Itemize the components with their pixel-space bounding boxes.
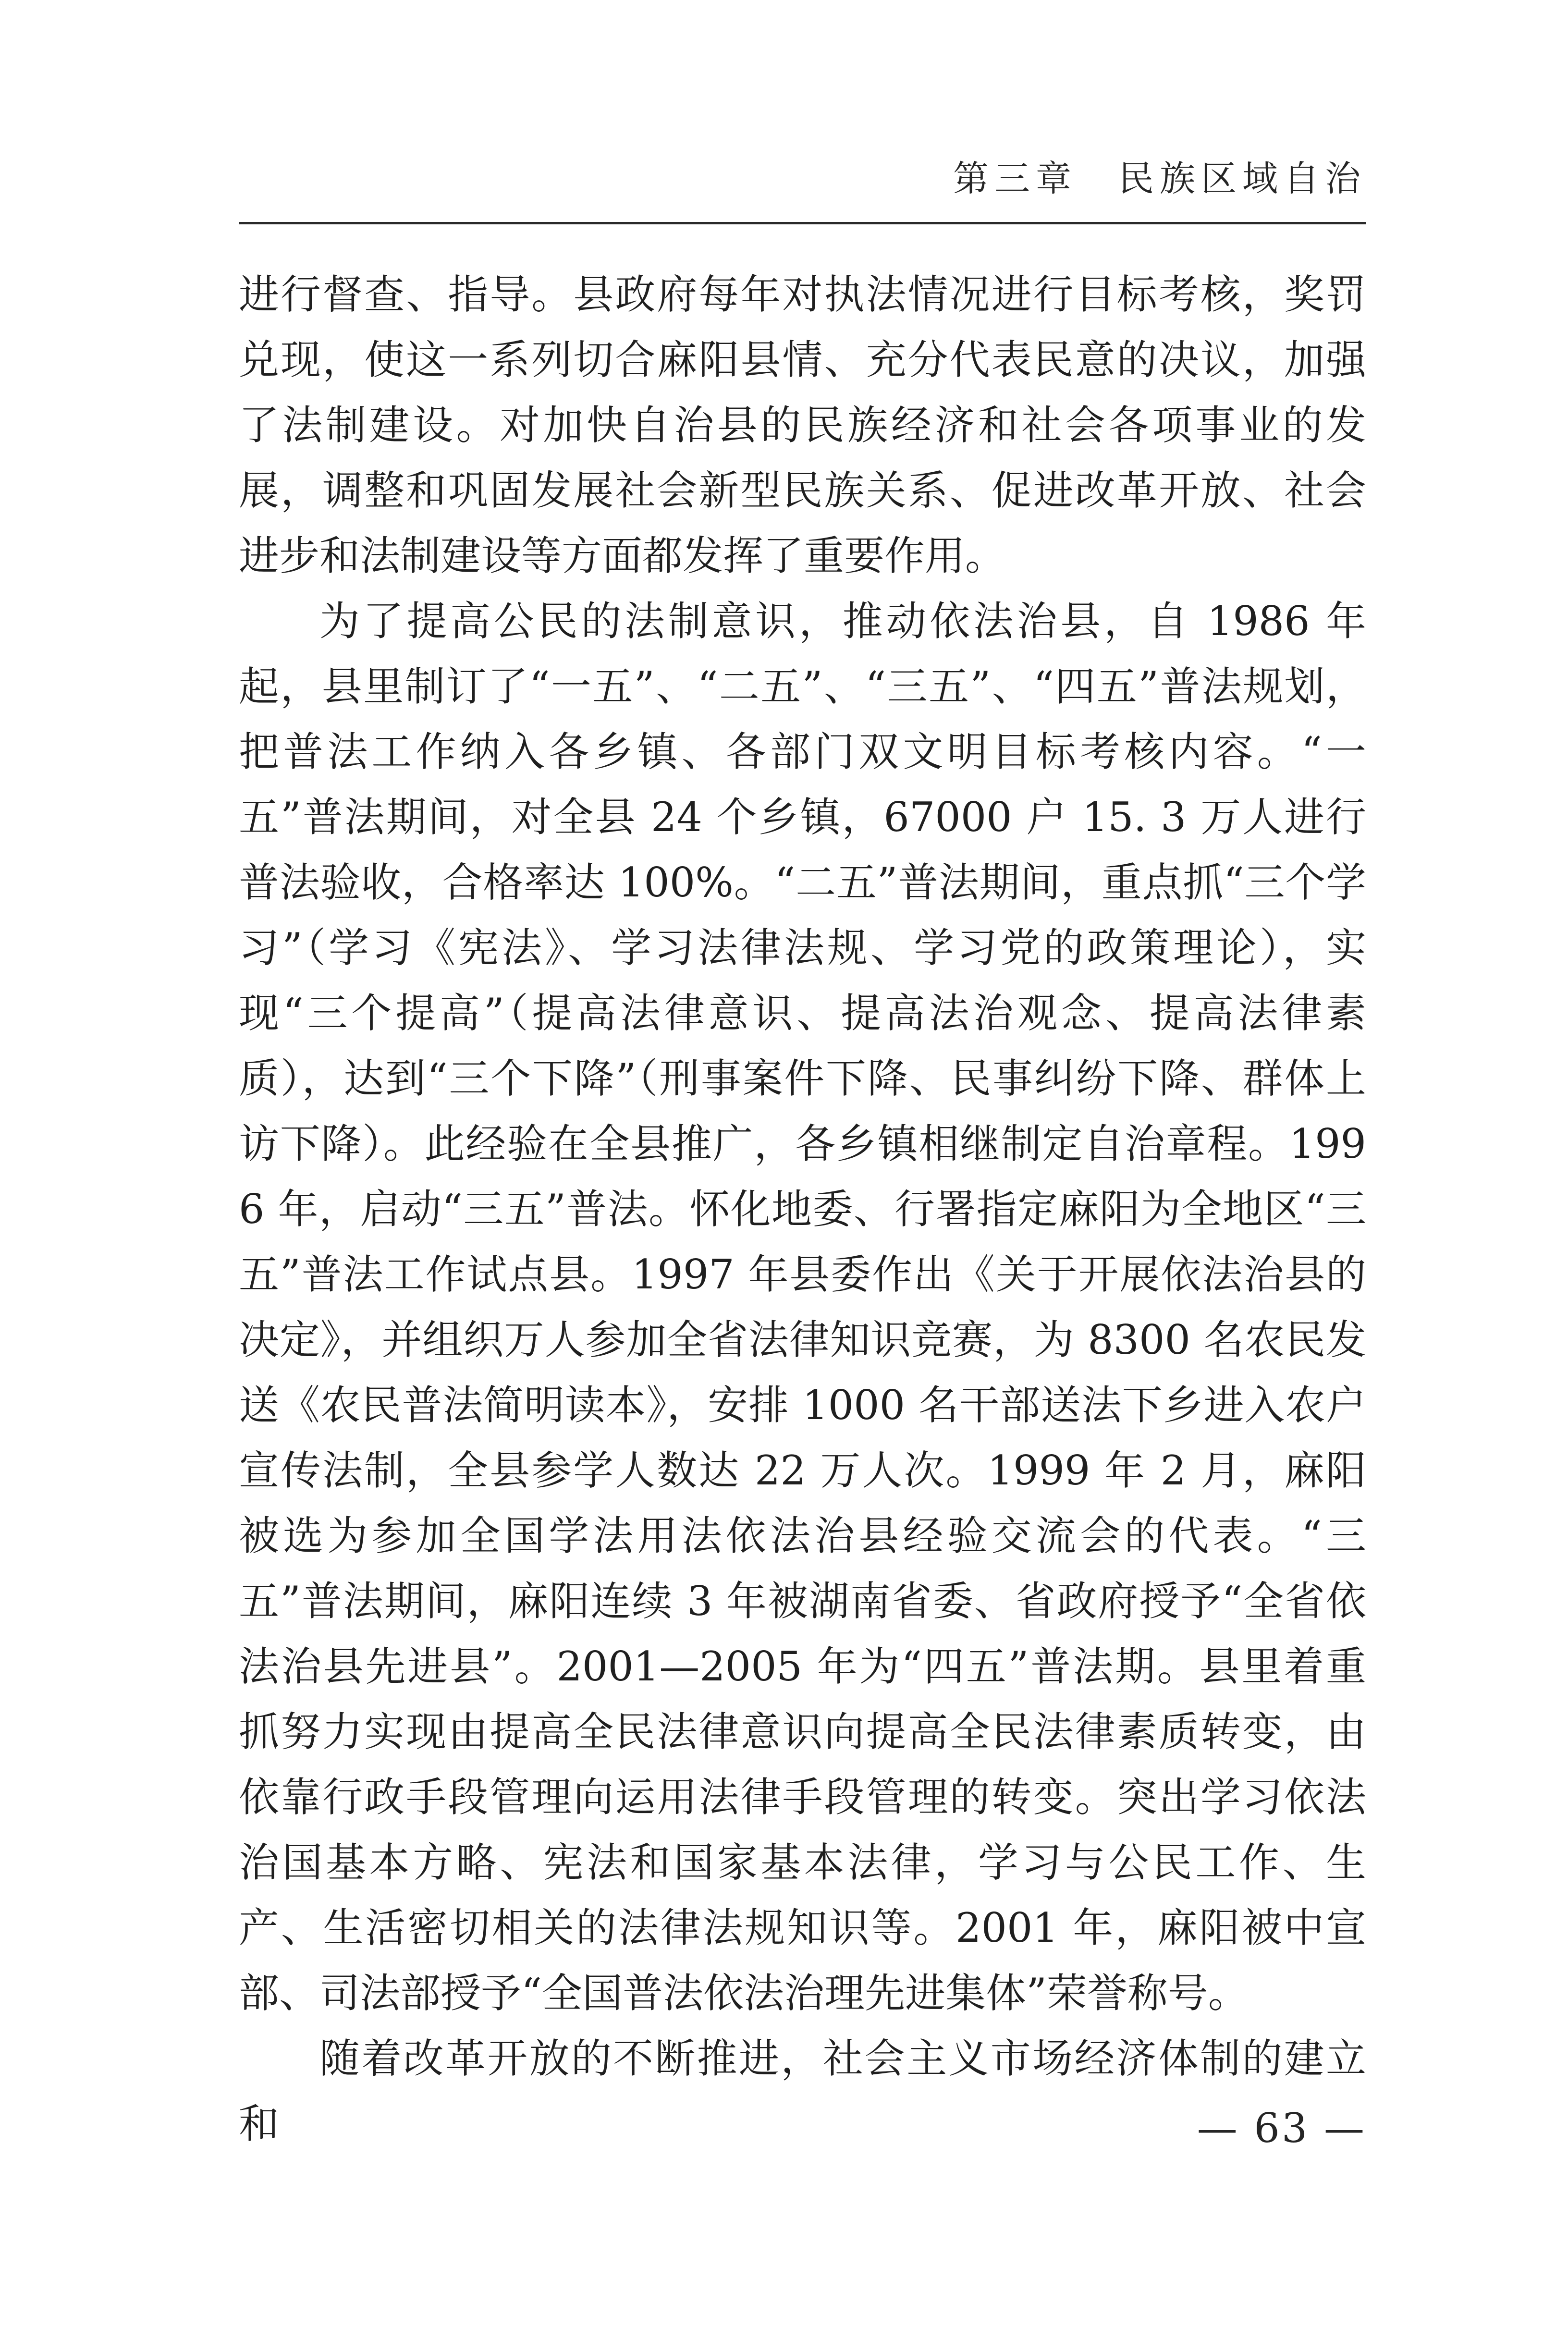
body-text: [239, 262, 1366, 2156]
paragraph-legal-education: 为了提高公民的法制意识，推动依法治县，自 1986 年起，县里制订了“一五”、“二五”、“三五”、“四五”普法规划，把普法工作纳入各乡镇、各部门双文明目标考核内容。“一五”普法期间，对全县 24 个乡镇，67000 户 15. 3 万人进行普法验收，合格率达 100%。“二五”普法期间，重点抓“三个学习”（学习《宪法》、学习法律法规、学习党的政策理论），实现“三个提高”（提高法律意识、提高法治观念、提高法律素质），达到“三个下降”（刑事案件下降、民事纠纷下降、群体上访下降）。此经验在全县推广，各乡镇相继制定自治章程。1996 年，启动“三五”普法。怀化地委、行署指定麻阳为全地区“三五”普法工作试点县。1997 年县委作出《关于开展依法治县的决定》，并组织万人参加全省法律知识竞赛，为 8300 名农民发送《农民普法简明读本》，安排 1000 名干部送法下乡进入农户宣传法制，全县参学人数达 22 万人次。1999 年 2 月，麻阳被选为参加全国学法用法依法治县经验交流会的代表。“三五”普法期间，麻阳连续 3 年被湖南省委、省政府授予“全省依法治县先进县”。2001—2005 年为“四五”普法期。县里着重抓努力实现由提高全民法律意识向提高全民法律素质转变，由依靠行政手段管理向运用法律手段管理的转变。突出学习依法治国基本方略、宪法和国家基本法律，学习与公民工作、生产、生活密切相关的法律法规知识等。2001 年，麻阳被中宣部、司法部授予“全国普法依法治理先进集体”荣誉称号。: [239, 598, 1366, 2017]
paragraph-continued: 进行督查、指导。县政府每年对执法情况进行目标考核，奖罚兑现，使这一系列切合麻阳县情、充分代表民意的决议，加强了法制建设。对加快自治县的民族经济和社会各项事业的发展，调整和巩固发展社会新型民族关系、促进改革开放、社会进步和法制建设等方面都发挥了重要作用。: [239, 271, 1366, 579]
paragraph-reform: 随着改革开放的不断推进，社会主义市场经济体制的建立和: [239, 2035, 1366, 2147]
page-number: — 63 —: [1197, 2105, 1366, 2152]
running-header-chapter-title: 第三章 民族区域自治: [953, 158, 1366, 199]
header-divider-line: [239, 222, 1366, 224]
